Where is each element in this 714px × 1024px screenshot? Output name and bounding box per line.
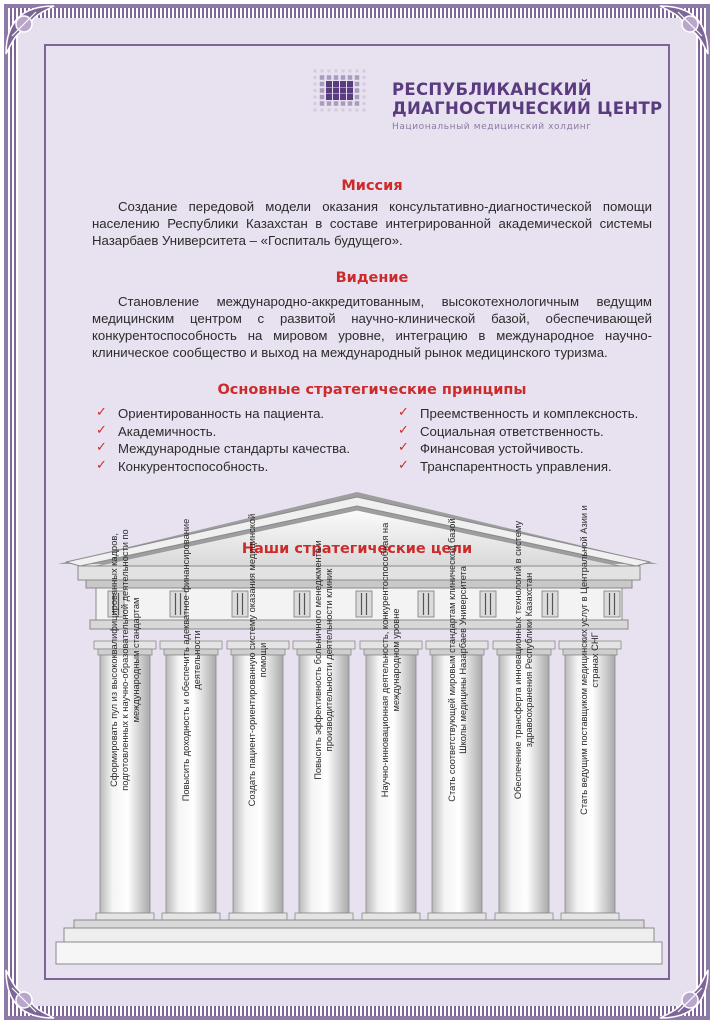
checkmark-icon: ✓ — [398, 422, 409, 438]
goal-text-5: Научно-инновационная деятельность, конкурентоспособная на международном уровне — [380, 522, 401, 798]
checkmark-icon: ✓ — [398, 440, 409, 455]
base-step-3 — [56, 942, 662, 964]
vision-heading: Видение — [335, 270, 409, 286]
goal-text-7: Обеспечение трансферта инновационных технологий в систему здравоохранения Республики Казахстан — [513, 520, 534, 800]
mission-heading: Миссия — [341, 178, 403, 194]
principles-heading: Основные стратегические принципы — [217, 382, 527, 398]
checkmark-icon: ✓ — [96, 457, 107, 473]
checkmark-icon: ✓ — [96, 440, 107, 455]
vision-text: Становление международно-аккредитованным, высокотехнологичным ведущим медицинским центром с развитой научно-клинической базой, обеспечивающей конкурентоспособность на мировом уровне, интеграцию в международное научно-клиническое сообщество и выход на международный рынок медицинского туризма. — [92, 294, 652, 360]
checkmark-icon: ✓ — [96, 405, 107, 420]
goal-text-3: Создать пациент-ориентированную систему оказания медицинской помощи — [247, 513, 268, 807]
list-item: ✓ Транспарентность управления. — [398, 457, 612, 474]
list-item: ✓ Академичность. — [96, 422, 217, 439]
triglyph — [418, 591, 434, 617]
logo-title-line2: ДИАГНОСТИЧЕСКИЙ ЦЕНТР — [392, 99, 663, 118]
base-step-2 — [64, 928, 654, 942]
goal-text-2: Повысить доходность и обеспечить адекватное финансирование деятельности — [181, 518, 202, 802]
list-item: ✓ Социальная ответственность. — [398, 422, 604, 439]
logo-subtitle: Национальный медицинский холдинг — [392, 122, 592, 132]
checkmark-icon: ✓ — [398, 457, 409, 473]
list-item: ✓ Ориентированность на пациента. — [96, 405, 325, 421]
logo-title-line1: РЕСПУБЛИКАНСКИЙ — [392, 80, 592, 99]
mission-text: Создание передовой модели оказания консультативно-диагностической помощи населению Республики Казахстан в составе интегрированной академической системы Назарбаев Университета – «Госпиталь будущего». — [92, 199, 652, 248]
list-item: ✓ Конкурентоспособность. — [96, 457, 269, 474]
cornice — [78, 566, 640, 580]
goal-text-4: Повысить эффективность больничного менеджмента и производительности деятельности клиник — [313, 540, 334, 780]
goal-text-8: Стать ведущим поставщиком медицинских услуг в Центральной Азии и странах СНГ — [579, 505, 600, 815]
goal-text-6: Стать соответствующей мировым стандартам клинической базой Школы медицины Назарбаев Университета — [447, 518, 468, 802]
checkmark-icon: ✓ — [96, 422, 107, 438]
checkmark-icon: ✓ — [398, 405, 409, 420]
base-step-1 — [74, 920, 644, 928]
goal-text-1: Сформировать пул из высококвалифицированных кадров, подготовленных к научно-образовательной деятельности по международным стандартам — [108, 529, 141, 791]
goals-heading: Наши стратегические цели — [241, 541, 473, 557]
list-item: ✓ Международные стандарты качества. — [96, 440, 351, 456]
list-item: ✓ Преемственность и комплексность. — [398, 405, 639, 421]
list-item: ✓ Финансовая устойчивость. — [398, 440, 584, 456]
